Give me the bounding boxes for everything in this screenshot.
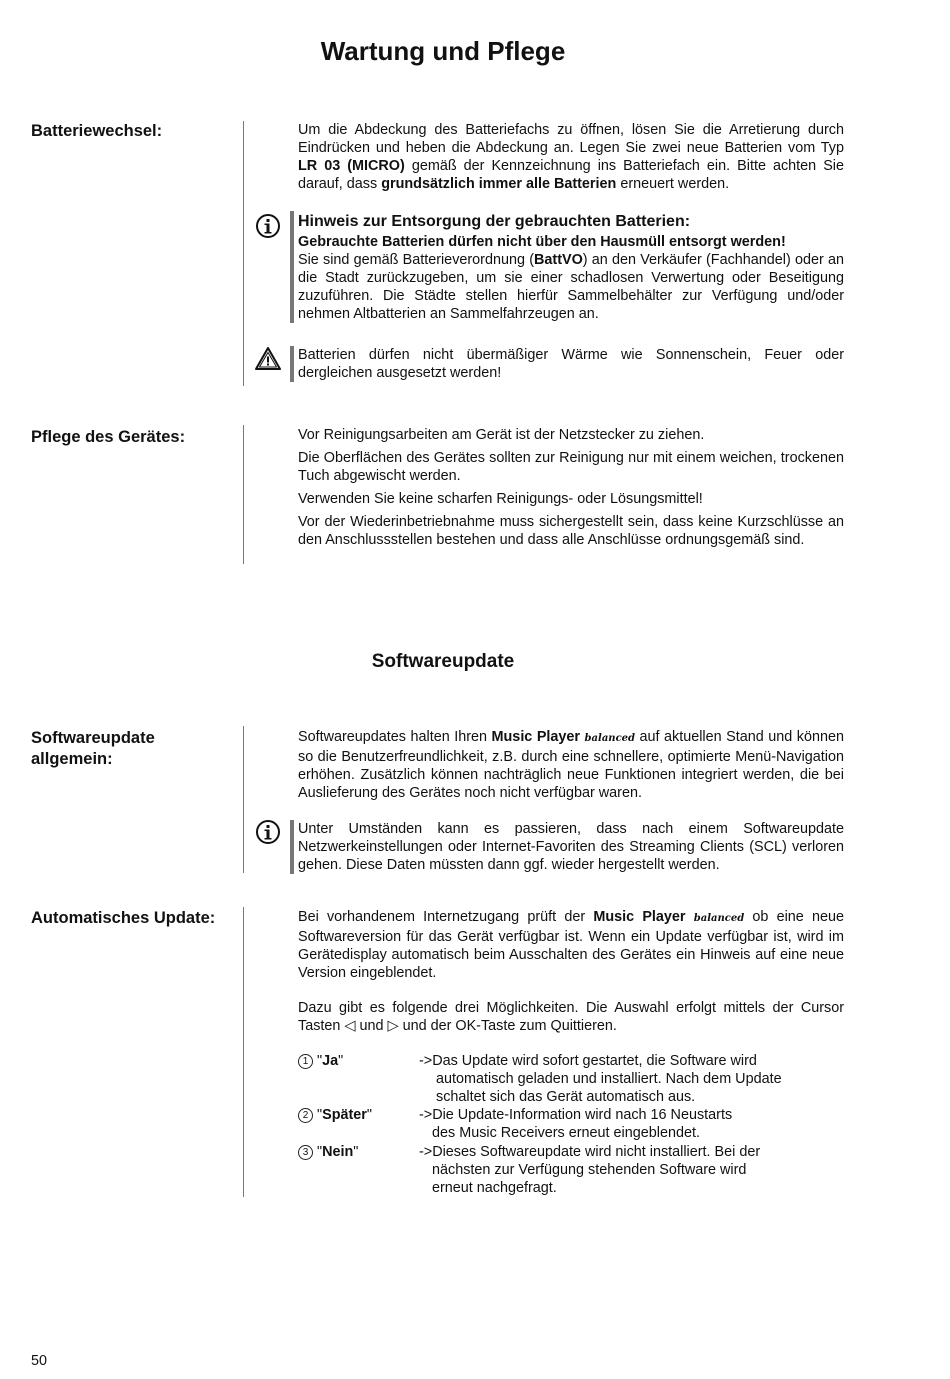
section-divider xyxy=(243,726,244,873)
section-divider xyxy=(243,907,244,1197)
page-number: 50 xyxy=(31,1353,48,1369)
warning-icon xyxy=(255,346,281,372)
brand-logo: balanced xyxy=(693,913,745,924)
info-icon xyxy=(255,213,281,239)
battery-disposal-note: Hinweis zur Entsorgung der gebrauchten Batterien: Gebrauchte Batterien dürfen nicht über den Hausmüll entsorgt werden! Sie sind gemäß Batterieverordnung (BattVO) an den Verkäufer (Fachhandel) oder an die Stadt zurückzugeben, um sie einer schadlosen Verwertung oder Beseitigung zuzuführen. Die Städte stellen hierfür Sammelbehälter zur Verfügung und/oder nehmen Altbatterien an Sammelfahrzeugen an. xyxy=(298,211,844,323)
option-later-description: ->Die Update-Information wird nach 16 Neustarts des Music Receivers erneut eingeblendet. xyxy=(419,1107,733,1141)
battery-heat-warning: Batterien dürfen nicht übermäßiger Wärme wie Sonnenschein, Feuer oder dergleichen ausgesetzt werden! xyxy=(298,346,844,382)
battery-text: Um die Abdeckung des Batteriefachs zu öffnen, lösen Sie die Arretierung durch Eindrücken und heben die Abdeckung an. Legen Sie zwei neue Batterien vom Typ LR 03 (MICRO) gemäß der Kennzeichnung ins Batteriefach ein. Bitte achten Sie darauf, dass grundsätzlich immer alle Batterien erneuert werden. xyxy=(298,122,844,192)
cursor-left-icon: ◁ xyxy=(344,1018,356,1034)
section-divider xyxy=(243,425,244,564)
info-icon xyxy=(255,819,281,845)
sw-auto-label: Automatisches Update: xyxy=(31,909,216,927)
care-text: Vor Reinigungsarbeiten am Gerät ist der Netzstecker zu ziehen. Die Oberflächen des Gerätes sollten zur Reinigung nur mit einem weichen, trockenen Tuch abgewischt werden. Verwenden Sie keine scharfen Reinigungs- oder Lösungsmittel! Vor der Wiederinbetriebnahme muss sichergestellt sein, dass keine Kurzschlüsse an den Anschlussstellen bestehen und dass alle Anschlüsse ordnungsgemäß sind. xyxy=(298,427,844,548)
brand-logo: balanced xyxy=(584,733,636,744)
option-yes: 1 "Ja" xyxy=(298,1052,343,1070)
update-options xyxy=(298,1052,844,1198)
section-title: Softwareupdate xyxy=(371,651,515,672)
sw-auto-text: Bei vorhandenem Internetzugang prüft der Music Player balanced ob eine neue Softwareversion für das Gerät verfügbar ist. Wenn ein Update verfügbar ist, wird im Gerätedisplay automatisch beim Ausschalten des Gerätes ein Hinweis auf eine neue Version eingeblendet. Dazu gibt es folgende drei Möglichkeiten. Die Auswahl erfolgt mittels der Cursor Tasten ◁ und ▷ und der OK-Taste zum Quittieren. xyxy=(298,909,844,1034)
cursor-right-icon: ▷ xyxy=(387,1018,399,1034)
option-yes-description: ->Das Update wird sofort gestartet, die Software wird automatisch geladen und installiert. Nach dem Update schaltet sich das Gerät automatisch aus. xyxy=(419,1053,782,1105)
care-section-label: Pflege des Gerätes: xyxy=(31,428,186,446)
battery-section-label: Batteriewechsel: xyxy=(31,122,163,140)
sw-general-note: Unter Umständen kann es passieren, dass nach einem Softwareupdate Netzwerkeinstellungen oder Internet-Favoriten des Streaming Clients (SCL) verloren gehen. Diese Daten müssten dann ggf. wieder hergestellt werden. xyxy=(298,820,844,874)
sw-general-label: Softwareupdate allgemein: xyxy=(31,729,155,768)
sw-general-text: Softwareupdates halten Ihren Music Player balanced auf aktuellen Stand und können so die Benutzerfreundlichkeit, z.B. durch eine schnellere, optimierte Menü-Navigation erhöhen. Zusätzlich können nachträglich neue Funktionen integriert werden, die bei Auslieferung des Gerätes noch nicht verfügbar waren. xyxy=(298,729,844,801)
number-3-icon: 3 xyxy=(298,1145,313,1160)
option-later: 2 "Später" xyxy=(298,1106,372,1124)
number-1-icon: 1 xyxy=(298,1054,313,1069)
section-divider xyxy=(243,121,244,386)
number-2-icon: 2 xyxy=(298,1108,313,1123)
page-title: Wartung und Pflege xyxy=(320,36,566,66)
option-no-description: ->Dieses Softwareupdate wird nicht installiert. Bei der nächsten zur Verfügung stehenden Software wird erneut nachgefragt. xyxy=(419,1144,761,1196)
option-no: 3 "Nein" xyxy=(298,1143,358,1161)
